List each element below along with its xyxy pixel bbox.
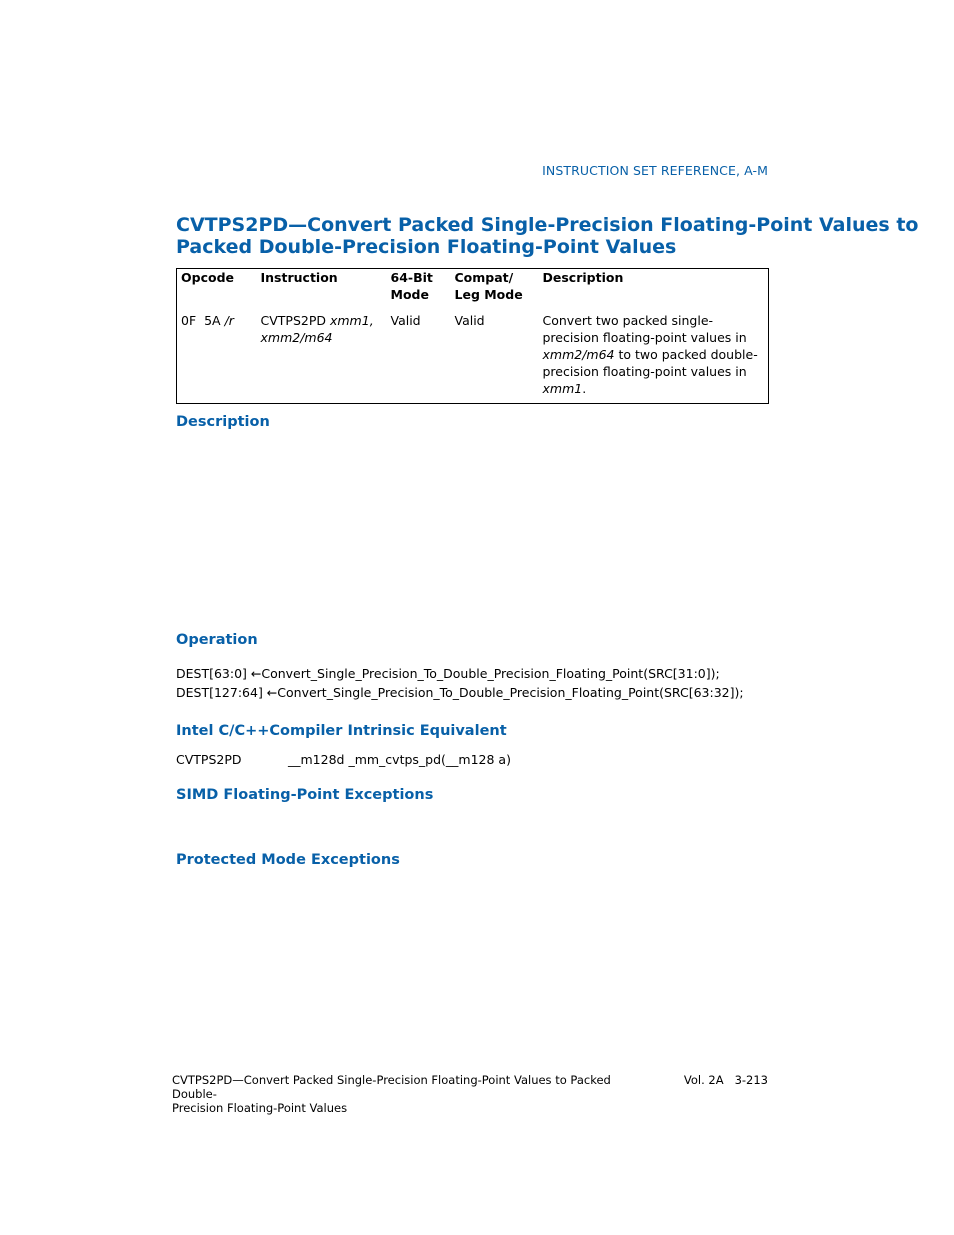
- column-header-64bit-line-1: 64-Bit: [390, 270, 433, 285]
- column-header-opcode: Opcode: [181, 270, 234, 285]
- operation-line: DEST[127:64] ←Convert_Single_Precision_To_Double_Precision_Floating_Point(SRC[63:32]);: [176, 685, 744, 700]
- desc-text-1: Convert two packed single-precision floating-point values in: [542, 313, 747, 345]
- running-header: INSTRUCTION SET REFERENCE, A-M: [542, 163, 768, 178]
- instruction-mnemonic: CVTPS2PD: [260, 313, 330, 328]
- footer-page-number: Vol. 2A 3-213: [683, 1073, 768, 1087]
- table-row: [177, 307, 769, 404]
- opcode-bytes: 0F 5A: [181, 313, 225, 328]
- section-heading-intrinsic: Intel C/C++Compiler Intrinsic Equivalent: [176, 723, 507, 739]
- section-heading-protected-mode: Protected Mode Exceptions: [176, 852, 400, 868]
- column-header-compat-mode: [451, 269, 539, 308]
- section-heading-description: Description: [176, 414, 270, 430]
- page-title-line-2: Packed Double-Precision Floating-Point Values: [176, 236, 677, 258]
- cell-description: [539, 307, 769, 404]
- section-heading-simd-exceptions: SIMD Floating-Point Exceptions: [176, 787, 434, 803]
- section-heading-operation: Operation: [176, 632, 258, 648]
- column-header-compat-line-2: Leg Mode: [454, 287, 523, 302]
- intrinsic-prototype: __m128d _mm_cvtps_pd(__m128 a): [288, 752, 511, 767]
- column-header-instruction: Instruction: [260, 270, 338, 285]
- desc-text-2: to two packed double-precision floating-point values in: [542, 347, 758, 379]
- page-title-line-1: CVTPS2PD—Convert Packed Single-Precision Floating-Point Values to: [176, 214, 919, 236]
- page-title: [176, 214, 919, 258]
- footer-title: [172, 1073, 642, 1115]
- desc-operand-2: xmm1: [542, 381, 583, 396]
- instruction-operand-2: xmm2/m64: [260, 330, 333, 345]
- footer-title-line-1: CVTPS2PD—Convert Packed Single-Precision Floating-Point Values to Packed Double-: [172, 1073, 611, 1101]
- column-header-64bit-mode: [387, 269, 451, 308]
- opcode-table: [176, 268, 769, 404]
- instruction-operand-1: xmm1,: [329, 313, 374, 328]
- column-header-64bit-line-2: Mode: [390, 287, 429, 302]
- intrinsic-instruction: CVTPS2PD: [176, 752, 242, 767]
- desc-text-3: .: [582, 381, 587, 396]
- cell-64bit-mode: Valid: [390, 313, 421, 328]
- column-header-compat-line-1: Compat/: [454, 270, 514, 285]
- cell-instruction: [257, 307, 387, 404]
- opcode-modrm: /r: [224, 313, 234, 328]
- operation-line: DEST[63:0] ←Convert_Single_Precision_To_Double_Precision_Floating_Point(SRC[31:0]);: [176, 666, 720, 681]
- table-header-row: [177, 269, 769, 308]
- desc-operand-1: xmm2/m64: [542, 347, 615, 362]
- cell-opcode: [177, 307, 257, 404]
- cell-compat-mode: Valid: [454, 313, 485, 328]
- column-header-description: Description: [542, 270, 624, 285]
- footer-title-line-2: Precision Floating-Point Values: [172, 1101, 348, 1115]
